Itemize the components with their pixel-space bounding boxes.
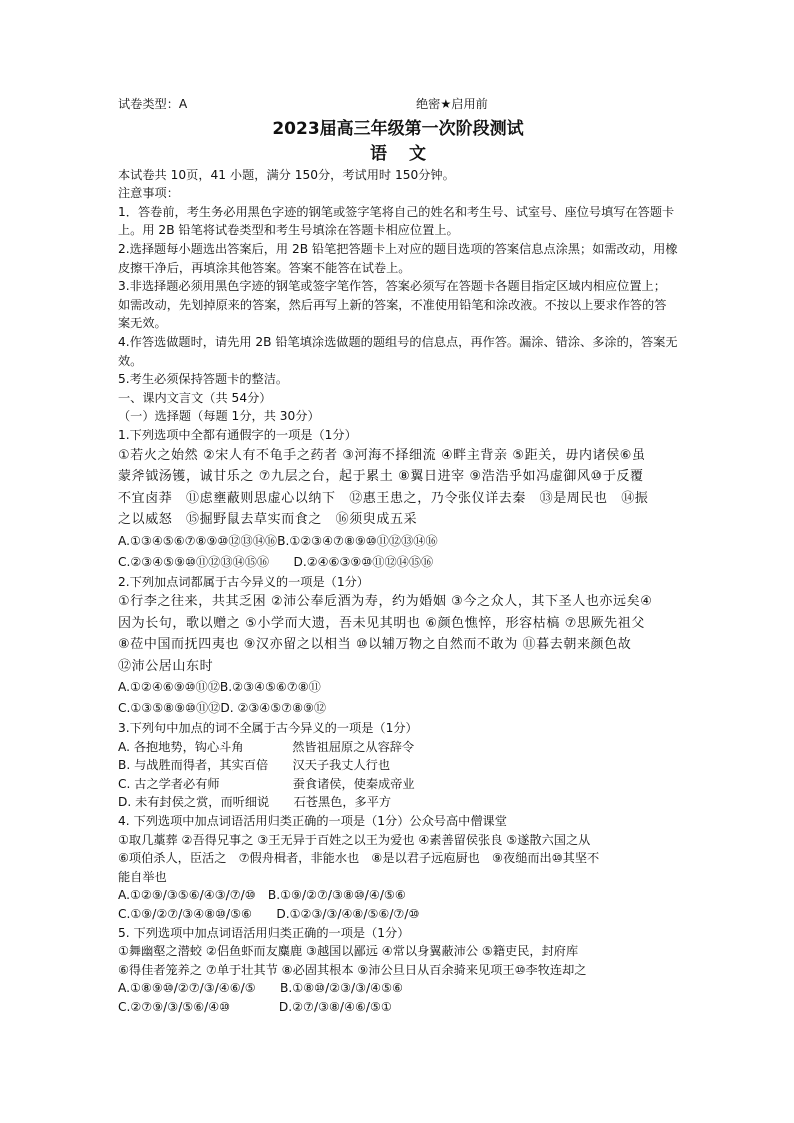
question-4-option: A.①②⑨/③⑤⑥/④③/⑦/⑩ B.①⑨/②⑦/③⑧⑩/④/⑤⑥	[118, 888, 406, 903]
notice-item: 3.非选择题必须用黑色字迹的钢笔或签字笔作答，答案必须写在答题卡各题目指定区域内相应位置上；如需改动，先划掉原来的答案，然后再写上新的答案，不准使用铅笔和涂改液。不按以上要求作答的答案无效。	[118, 279, 667, 331]
question-1-option: C.②③④⑤⑨⑩⑪⑫⑬⑭⑮⑯ D.②④⑥③⑨⑩⑪⑫⑭⑮⑯	[118, 554, 434, 569]
question-4-line: 能自举也	[118, 869, 167, 884]
question-1-line: 之以威怒 ⑮掘野鼠去草实而食之 ⑯须臾成五采	[118, 512, 418, 527]
question-1-line: ①若火之始然 ②宋人有不龟手之药者 ③河海不择细流 ④畔主背亲 ⑤距关，毋内诸侯⑥虽	[118, 447, 646, 463]
question-4-line: ①取几藁葬 ②吾得兄事之 ③王无异于百姓之以王为爱也 ④素善留侯张良 ⑤遂散六国之从	[118, 832, 591, 847]
question-3-stem: 3.下列句中加点的词不全属于古今异义的一项是（1分）	[118, 721, 418, 736]
question-5-line: ⑥得佳者笼养之 ⑦单于壮其节 ⑧必固其根本 ⑨沛公旦日从百余骑来见项王⑩李牧连却之	[118, 962, 587, 977]
question-1-line: 蒙斧钺汤镬，诚甘乐之 ⑦九层之台，起于累土 ⑧翼日进宰 ⑨浩浩乎如冯虚御风⑩于反覆	[118, 469, 644, 484]
question-3-option: B. 与战胜而得者，其实百倍 汉天子我丈人行也	[118, 758, 391, 773]
question-2-option: C.①③⑤⑧⑨⑩⑪⑫D. ②③④⑤⑦⑧⑨⑫	[118, 701, 327, 716]
question-1-line: 不宜卤莽 ⑪虑壅蔽则思虚心以纳下 ⑫惠王患之，乃令张仪详去秦 ⑬是周民也 ⑭振	[118, 490, 649, 506]
exam-intro: 本试卷共 10页，41 小题，满分 150分，考试用时 150分钟。	[118, 167, 455, 182]
question-2-line: ⑫沛公居山东时	[118, 658, 214, 674]
question-2-line: ⑧莅中国而抚四夷也 ⑨汉亦留之以相当 ⑩以辅万物之自然而不敢为 ⑪暮去朝来颜色故	[118, 637, 632, 653]
question-4-stem: 4. 下列选项中加点词语活用归类正确的一项是（1分）公众号高中僧课堂	[118, 814, 507, 829]
question-1-option: A.①③④⑤⑥⑦⑧⑨⑩⑫⑬⑭⑯B.①②③④⑦⑧⑨⑩⑪⑫⑬⑭⑯	[118, 533, 438, 548]
question-2-line: ①行李之往来，共其乏困 ②沛公奉卮酒为寿，约为婚姻 ③今之众人，其下圣人也亦远矣④	[118, 594, 653, 610]
notice-title: 注意事项：	[118, 186, 179, 201]
notice-item: 1．答卷前，考生务必用黑色字迹的钢笔或签字笔将自己的姓名和考生号、试室号、座位号填写在答题卡上。用 2B 铅笔将试卷类型和考生号填涂在答题卡相应位置上。	[118, 204, 675, 238]
question-5-option: A.①⑧⑨⑩/②⑦/③/④⑥/⑤ B.①⑧⑩/②③/③/④⑤⑥	[118, 981, 403, 996]
question-3-option: D. 未有封侯之赏，而听细说 石苍黑色，多平方	[118, 795, 392, 810]
exam-page	[118, 95, 678, 1017]
subject-title: 语文	[370, 143, 448, 164]
question-5-line: ①舞幽壑之潜蛟 ②侣鱼虾而友麋鹿 ③越国以鄙远 ④常以身翼蔽沛公 ⑤籍吏民，封府库	[118, 944, 579, 959]
question-5-option: C.②⑦⑨/③/⑤⑥/④⑩ D.②⑦/③⑧/④⑥/⑤①	[118, 1000, 392, 1014]
subsection-heading: （一）选择题（每题 1分，共 30分）	[118, 409, 320, 424]
exam-header	[118, 95, 678, 114]
paper-type: 试卷类型：A	[118, 97, 188, 111]
question-2-option: A.①②④⑥⑨⑩⑪⑫B.②③④⑤⑥⑦⑧⑪	[118, 680, 321, 695]
exam-title: 2023届高三年级第一次阶段测试	[272, 118, 524, 139]
section-heading: 一、课内文言文（共 54分）	[118, 390, 272, 405]
question-5-stem: 5. 下列选项中加点词语活用归类正确的一项是（1分）	[118, 925, 410, 940]
question-1-stem: 1.下列选项中全都有通假字的一项是（1分）	[118, 427, 357, 442]
question-3-option: C. 古之学者必有师 蚕食诸侯，使秦成帝业	[118, 776, 415, 791]
question-4-line: ⑥项伯杀人，臣活之 ⑦假舟楫者，非能水也 ⑧是以君子远庖厨也 ⑨夜缒而出⑩其坚不	[118, 851, 600, 866]
question-2-stem: 2.下列加点词都属于古今异义的一项是（1分）	[118, 574, 369, 589]
secret-label: 绝密★启用前	[416, 97, 488, 111]
question-3-option: A. 各抱地势，钩心斗角 然皆祖屈原之从容辞令	[118, 739, 415, 754]
notice-item: 5.考生必须保持答题卡的整洁。	[118, 372, 289, 387]
question-2-line: 因为长句，歌以赠之 ⑤小学而大遗，吾未见其明也 ⑥颜色憔悴，形容枯槁 ⑦思厥先祖父	[118, 615, 645, 631]
notice-item: 2.选择题每小题选出答案后，用 2B 铅笔把答题卡上对应的题目选项的答案信息点涂黑；如需改动，用橡皮擦干净后，再填涂其他答案。答案不能答在试卷上。	[118, 241, 678, 275]
notice-item: 4.作答选做题时，请先用 2B 铅笔填涂选做题的题组号的信息点，再作答。漏涂、错涂、多涂的，答案无效。	[118, 334, 678, 368]
question-4-option: C.①⑨/②⑦/③④⑧⑩/⑤⑥ D.①②③/③/④⑧/⑤⑥/⑦/⑩	[118, 907, 420, 922]
